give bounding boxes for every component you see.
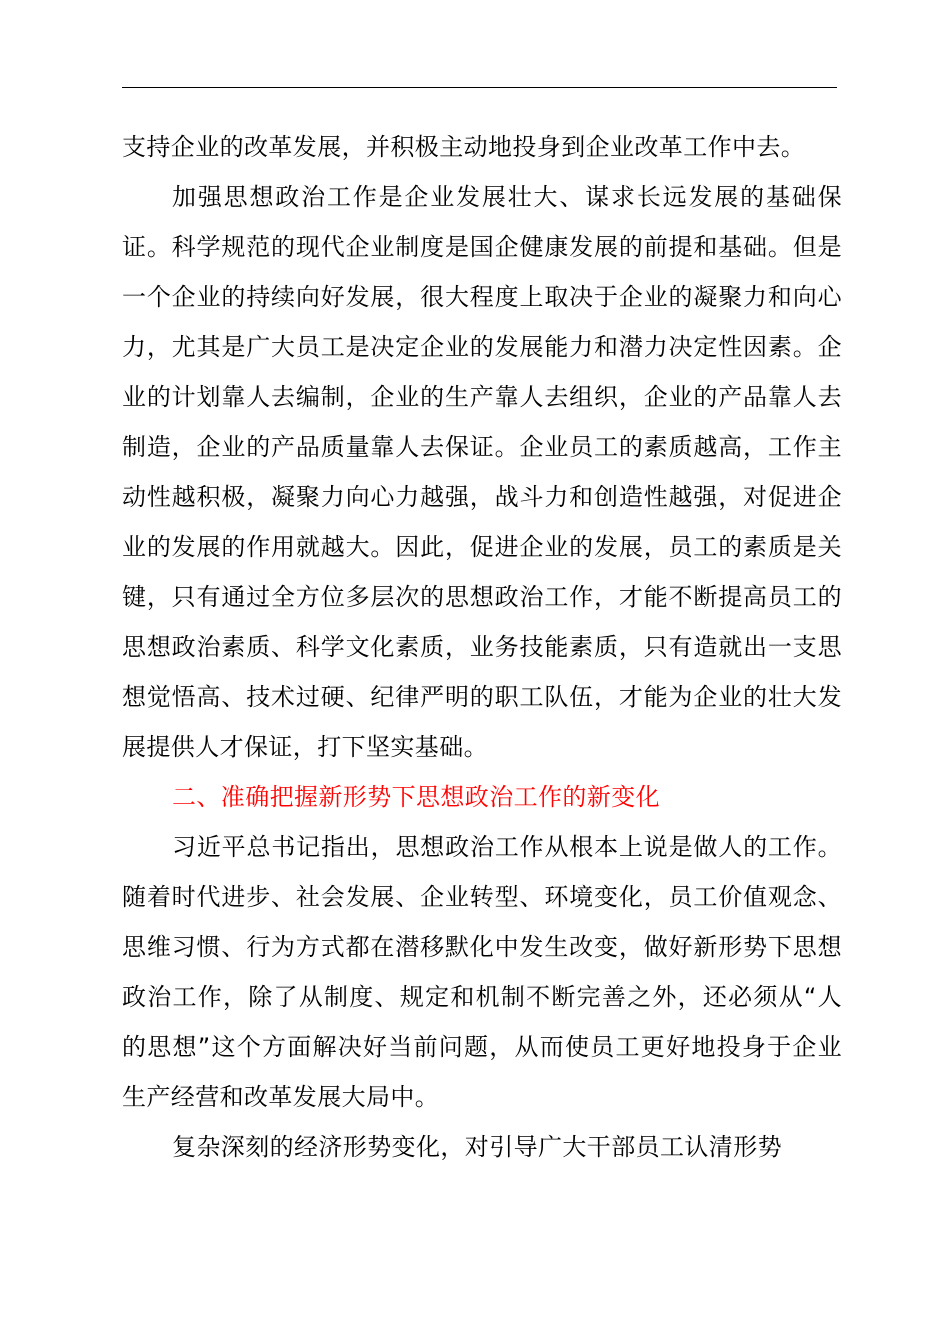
paragraph-ideological-work-foundation: 加强思想政治工作是企业发展壮大、谋求长远发展的基础保证。科学规范的现代企业制度是国企健康发展的前提和基础。但是一个企业的持续向好发展，很大程度上取决于企业的凝聚力和向心力，尤其是广大员工是决定企业的发展能力和潜力决定性因素。企业的计划靠人去编制，企业的生产靠人去组织，企业的产品靠人去制造，企业的产品质量靠人去保证。企业员工的素质越高，工作主动性越积极，凝聚力向心力越强，战斗力和创造性越强，对促进企业的发展的作用就越大。因此，促进企业的发展，员工的素质是关键，只有通过全方位多层次的思想政治工作，才能不断提高员工的思想政治素质、科学文化素质，业务技能素质，只有造就出一支思想觉悟高、技术过硬、纪律严明的职工队伍，才能为企业的壮大发展提供人才保证，打下坚实基础。 bbox=[122, 183, 842, 761]
header-rule bbox=[122, 87, 837, 88]
section-heading: 二、准确把握新形势下思想政治工作的新变化 bbox=[172, 783, 660, 811]
document-body bbox=[122, 122, 842, 1172]
paragraph-continuation: 支持企业的改革发展，并积极主动地投身到企业改革工作中去。 bbox=[122, 133, 806, 161]
paragraph-economic-situation: 复杂深刻的经济形势变化，对引导广大干部员工认清形势 bbox=[172, 1133, 782, 1161]
paragraph-xi-quote: 习近平总书记指出，思想政治工作从根本上说是做人的工作。随着时代进步、社会发展、企业转型、环境变化，员工价值观念、思维习惯、行为方式都在潜移默化中发生改变，做好新形势下思想政治工作，除了从制度、规定和机制不断完善之外，还必须从“人的思想”这个方面解决好当前问题，从而使员工更好地投身于企业生产经营和改革发展大局中。 bbox=[122, 833, 843, 1111]
